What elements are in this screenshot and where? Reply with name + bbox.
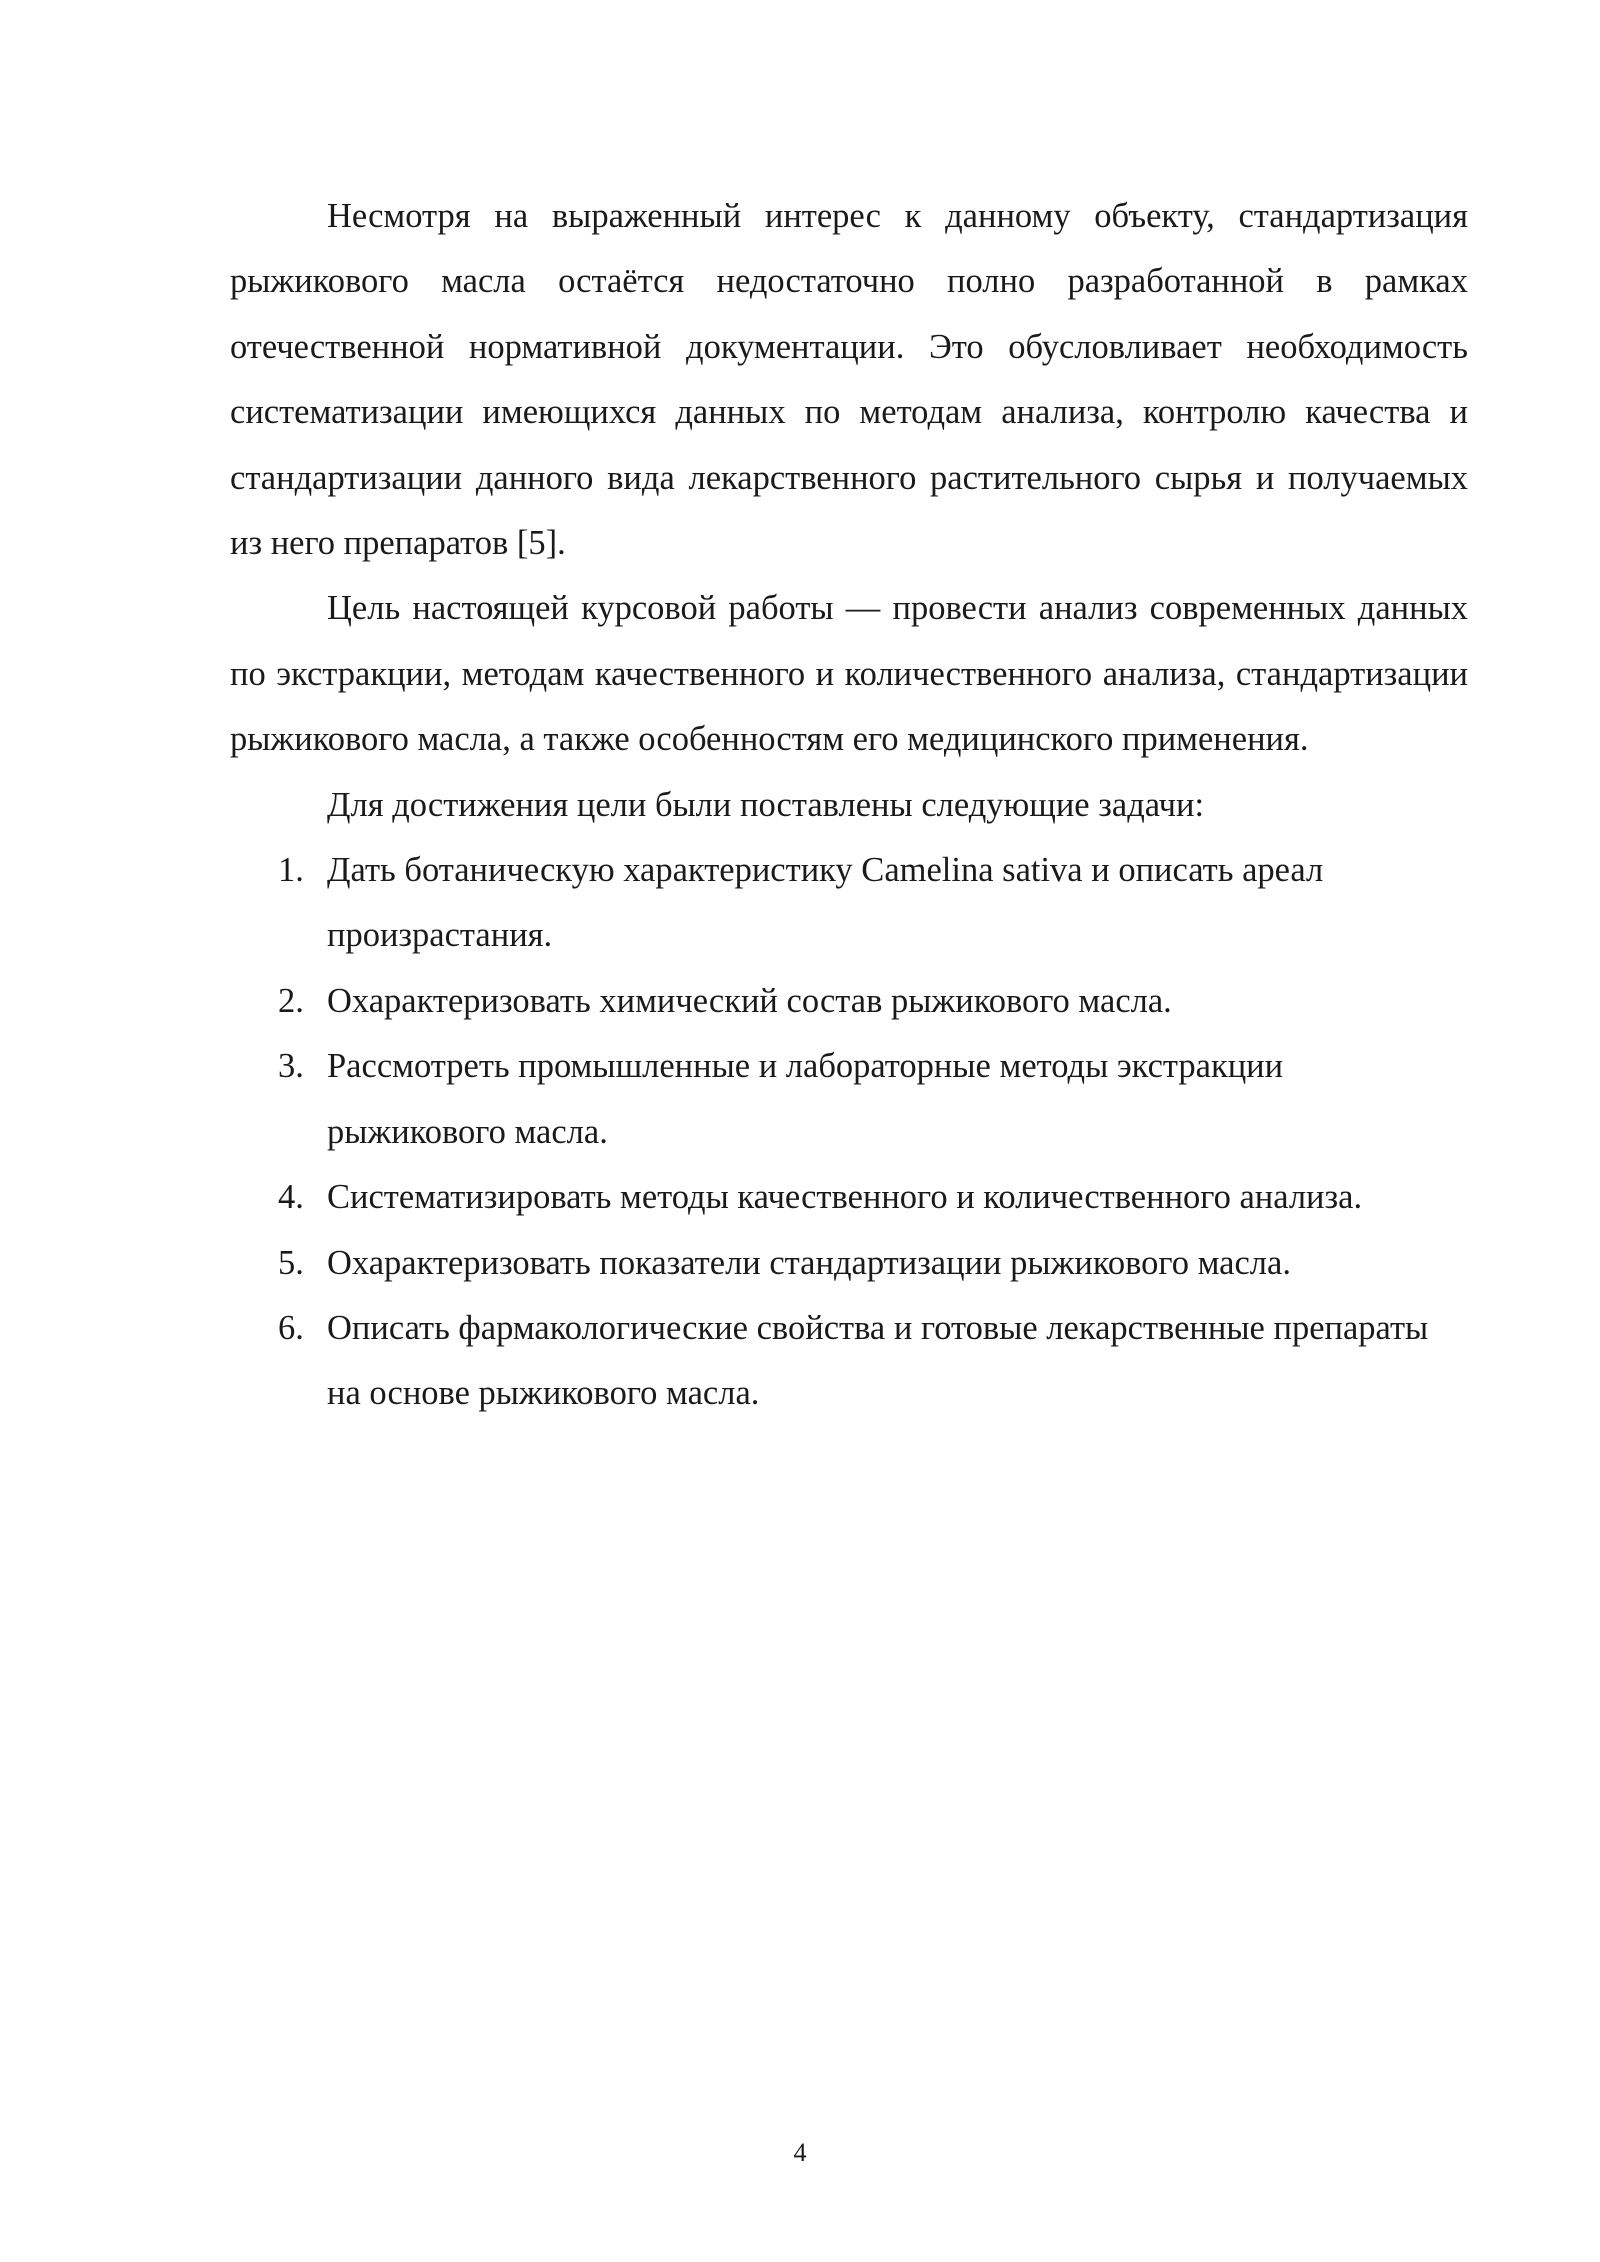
page-body xyxy=(230,184,1468,1427)
list-item-number: 2. xyxy=(278,981,304,1020)
list-item xyxy=(230,838,1468,969)
list-item-text: Охарактеризовать химический состав рыжикового масла. xyxy=(327,981,1172,1020)
paragraph-goal: Цель настоящей курсовой работы — провести анализ современных данных по экстракции, методам качественного и количественного анализа, стандартизации рыжикового масла, а также особенностям его медицинского применения. xyxy=(230,589,1468,759)
page-number: 4 xyxy=(793,2138,807,2167)
paragraph-standardization: Несмотря на выраженный интерес к данному объекту, стандартизация рыжикового масла остаётся недостаточно полно разработанной в рамках отечественной нормативной документации. Это обусловливает необходимость систематизации имеющихся данных по методам анализа, контролю качества и стандартизации данного вида лекарственного растительного сырья и получаемых из него препаратов [5]. xyxy=(230,197,1468,563)
list-item-text: Дать ботаническую характеристику Camelina sativa и описать ареал произрастания. xyxy=(327,851,1324,955)
list-item xyxy=(230,1165,1468,1230)
list-item xyxy=(230,969,1468,1034)
list-item-number: 3. xyxy=(278,1047,304,1086)
list-item-number: 5. xyxy=(278,1243,304,1282)
list-item xyxy=(230,1296,1468,1427)
list-item-number: 6. xyxy=(278,1308,304,1347)
list-item xyxy=(230,1231,1468,1296)
list-item-number: 1. xyxy=(278,851,304,890)
list-item-number: 4. xyxy=(278,1178,304,1217)
list-item-text: Описать фармакологические свойства и готовые лекарственные препараты на основе рыжикового масла. xyxy=(327,1308,1429,1413)
list-item-text: Систематизировать методы качественного и количественного анализа. xyxy=(327,1178,1363,1217)
list-item xyxy=(230,1034,1468,1165)
paragraph-tasks-intro: Для достижения цели были поставлены следующие задачи: xyxy=(327,785,1205,824)
tasks-list xyxy=(230,838,1468,1427)
list-item-text: Рассмотреть промышленные и лабораторные методы экстракции рыжикового масла. xyxy=(327,1047,1284,1151)
list-item-text: Охарактеризовать показатели стандартизации рыжикового масла. xyxy=(327,1243,1291,1282)
